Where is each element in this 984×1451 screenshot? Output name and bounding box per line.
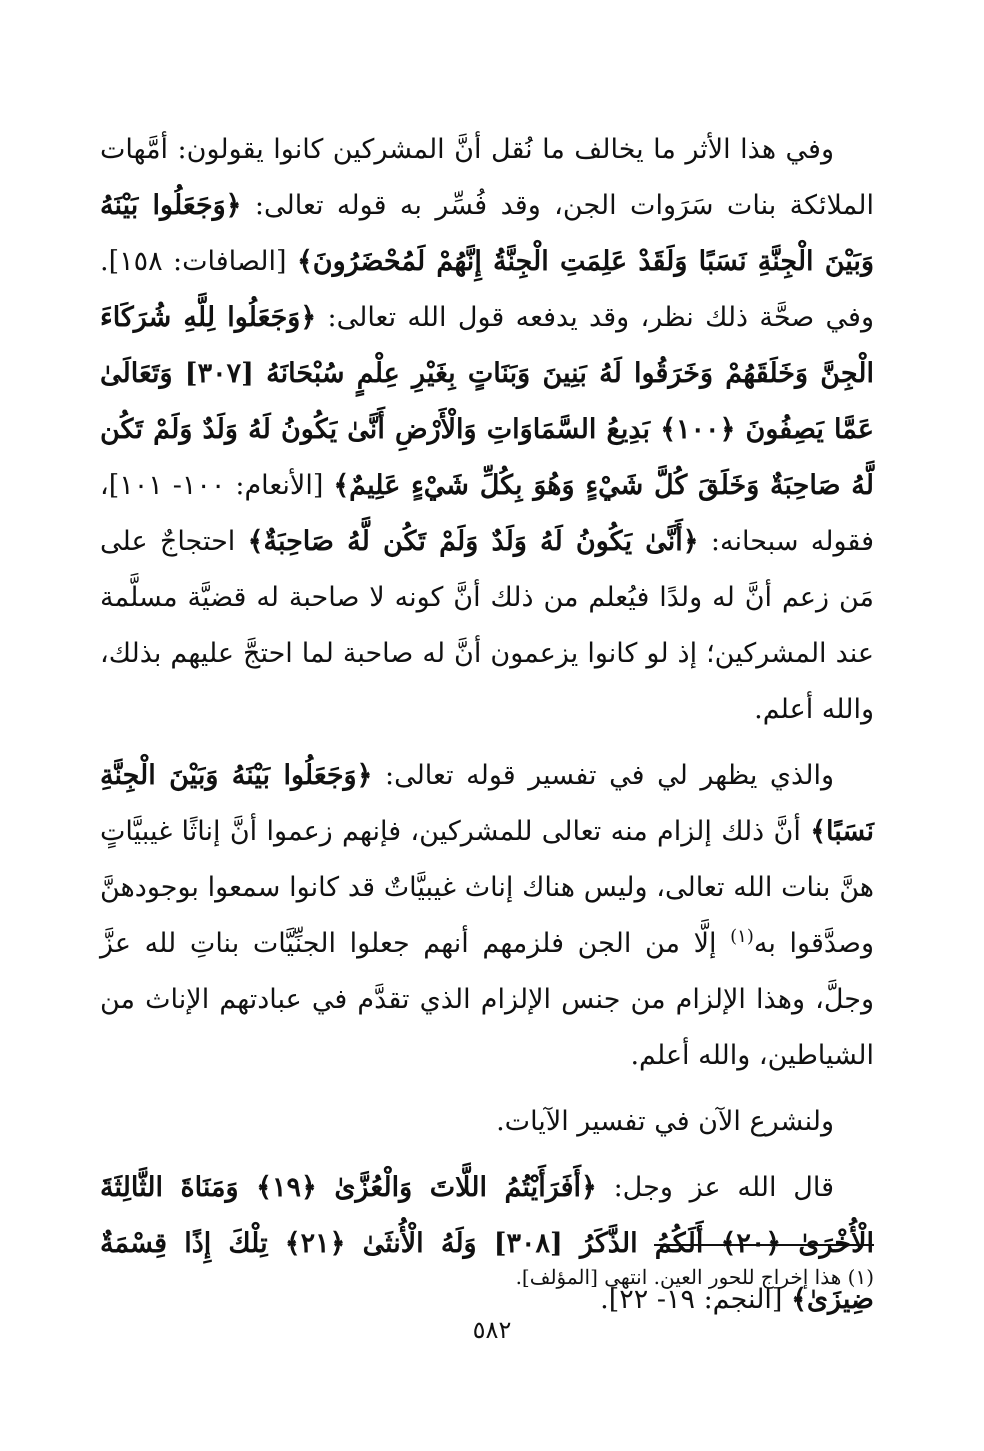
paragraph-4-text-a: قال الله عز وجل: [596,1172,835,1203]
paragraph-1 [100,122,874,738]
quran-verse-nasab: ﴿وَجَعَلُوا بَيْنَهُ وَبَيْنَ الْجِنَّةِ نَسَبًا﴾ [100,760,874,847]
page-number: ٥٨٢ [472,1316,512,1344]
paragraph-4-text-b: [النجم: ١٩- ٢٢]. [600,1284,792,1315]
paragraph-1-text-a: وفي هذا الأثر ما يخالف ما نُقل أنَّ المشركين كانوا يقولون: أمَّهات الملائكة بنات سَرَوات الجن، وقد فُسِّر به قوله تعالى: [100,134,875,221]
footnote: (١) هذا إخراج للحور العين. انتهى [المؤلف]. [515,1265,874,1289]
paragraph-2-text-c: إلَّا من الجن فلزمهم أنهم جعلوا الجنِّيَّات بناتِ لله عزَّ وجلَّ، وهذا الإلزام من جنس الإلزام الذي تقدَّم في عبادتهم الإناث من الشياطين، والله أعلم. [100,928,874,1071]
quran-verse-saffat: ﴿وَجَعَلُوا بَيْنَهُ وَبَيْنَ الْجِنَّةِ نَسَبًا وَلَقَدْ عَلِمَتِ الْجِنَّةُ إِنَّهُمْ لَمُحْضَرُونَ﴾ [100,190,874,277]
page-body [100,122,874,1328]
footnote-reference: (١) [730,926,754,947]
paragraph-2-text-b: أنَّ ذلك إلزام منه تعالى للمشركين، فإنهم زعموا أنَّ إناثًا غيبيَّاتٍ هنَّ بنات الله تعالى، وليس هناك إناث غيبيَّاتٌ قد كانوا سمعوا بوجودهنَّ وصدَّقوا به [100,816,874,959]
footnote-separator [654,1244,874,1246]
paragraph-3 [100,1094,874,1150]
quran-verse-anam: ﴿وَجَعَلُوا لِلَّهِ شُرَكَاءَ الْجِنَّ وَخَلَقَهُمْ وَخَرَقُوا لَهُ بَنِينَ وَبَنَاتٍ بِغَيْرِ عِلْمٍ سُبْحَانَهُ [٣٠٧] وَتَعَالَىٰ عَمَّا يَصِفُونَ ﴿١٠٠﴾ بَدِيعُ السَّمَاوَاتِ وَالْأَرْضِ أَنَّىٰ يَكُونُ لَهُ وَلَدٌ وَلَمْ تَكُن لَّهُ صَاحِبَةٌ وَخَلَقَ كُلَّ شَيْءٍ وَهُوَ بِكُلِّ شَيْءٍ عَلِيمٌ﴾ [100,302,874,501]
paragraph-3-text: ولنشرع الآن في تفسير الآيات. [496,1106,834,1137]
quran-verse-najm: ﴿أَفَرَأَيْتُمُ اللَّاتَ وَالْعُزَّىٰ ﴿١٩﴾ وَمَنَاةَ الثَّالِثَةَ الْأُخْرَىٰ ﴿٢٠﴾ أَلَكُمُ الذَّكَرُ [٣٠٨] وَلَهُ الْأُنثَىٰ ﴿٢١﴾ تِلْكَ إِذًا قِسْمَةٌ ضِيزَىٰ﴾ [100,1172,875,1315]
paragraph-1-text-d: احتجاجٌ على مَن زعم أنَّ له ولدًا فيُعلم من ذلك أنَّ كونه لا صاحبة له قضيَّة مسلَّمة عند المشركين؛ إذ لو كانوا يزعمون أنَّ له صاحبة لما احتجَّ عليهم بذلك، والله أعلم. [100,526,874,725]
paragraph-1-text-c: [الأنعام: ١٠٠- ١٠١]، فقوله سبحانه: [100,470,874,557]
paragraph-2 [100,748,874,1084]
paragraph-1-text-b: [الصافات: ١٥٨]. وفي صحَّة ذلك نظر، وقد يدفعه قول الله تعالى: [100,246,874,333]
quran-verse-anam-excerpt: ﴿أَنَّىٰ يَكُونُ لَهُ وَلَدٌ وَلَمْ تَكُن لَّهُ صَاحِبَةٌ﴾ [247,526,699,557]
paragraph-2-text-a: والذي يظهر لي في تفسير قوله تعالى: [372,760,835,791]
